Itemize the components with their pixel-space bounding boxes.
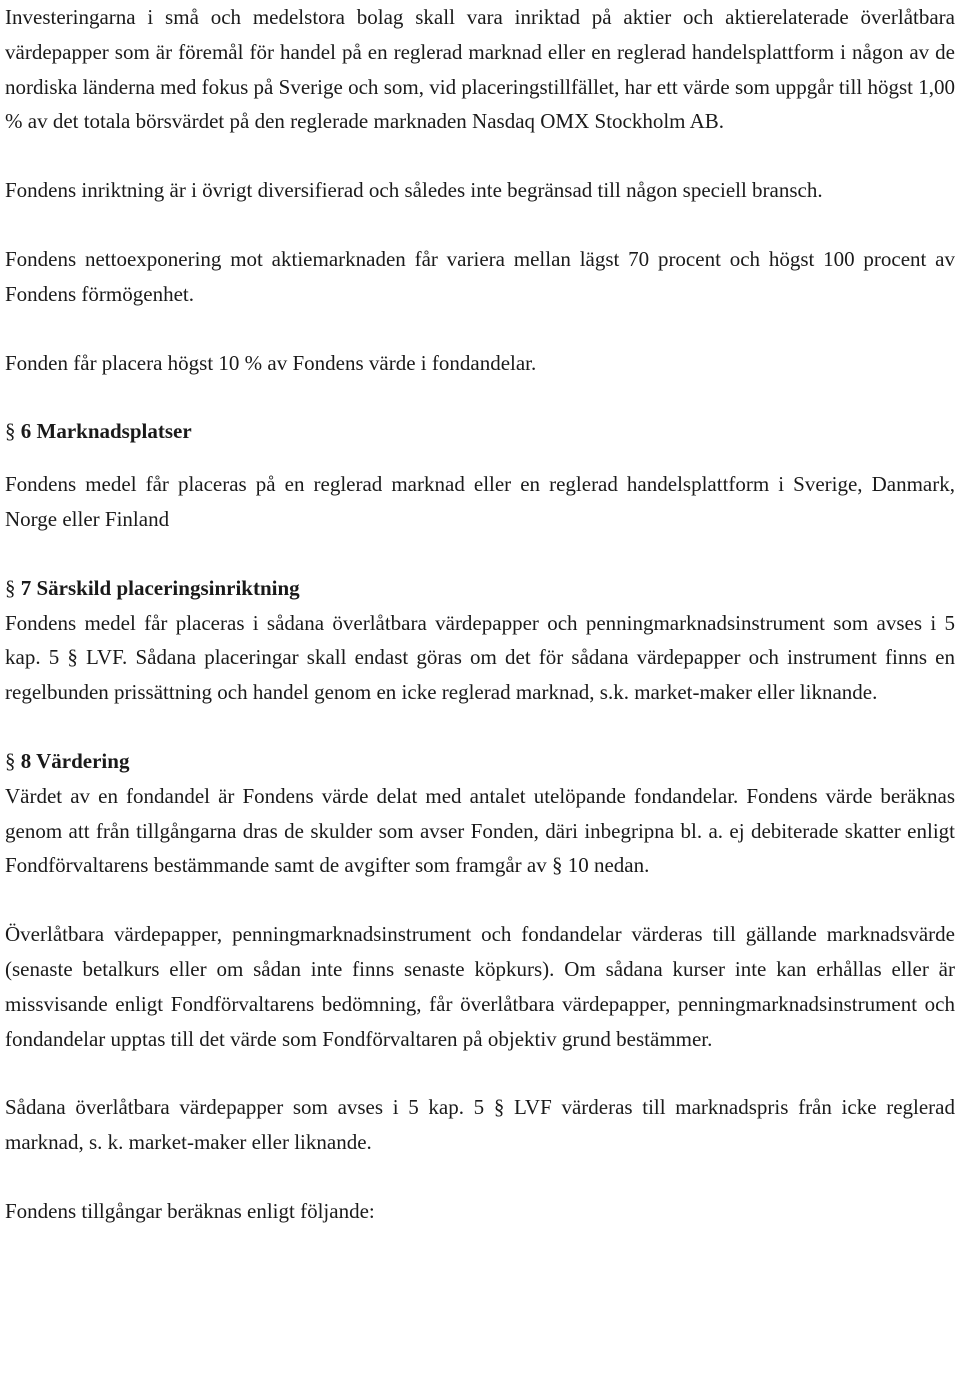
section-6-title: 6 Marknadsplatser (20, 419, 192, 444)
section-7-heading (5, 571, 955, 606)
section-6-heading (5, 414, 955, 449)
section-8-heading (5, 744, 955, 779)
document-page (5, 0, 955, 1229)
section-symbol: § (5, 575, 16, 600)
section-8-assets-intro: Fondens tillgångar beräknas enligt följande: (5, 1198, 375, 1223)
section-8-body-text-1: Värdet av en fondandel är Fondens värde delat med antalet utelöpande fondandelar. Fondens värde beräknas genom att från tillgångarna dras de skulder som avser Fonden, däri inbegripna bl. a. ej debiterade skatter enligt Fondförvaltarens bestämmande samt de avgifter som framgår av (5, 783, 955, 878)
section-8-title: 8 Värdering (20, 748, 130, 773)
section-symbol: § (493, 1095, 505, 1120)
section-8-valuation-paragraph: Överlåtbara värdepapper, penningmarknadsinstrument och fondandelar värderas till gällande marknadsvärde (senaste betalkurs eller om sådan inte finns senaste köpkurs). Om sådana kurser inte kan erhållas eller är missvisande enligt Fondförvaltarens bedömning, får överlåtbara värdepapper, penningmarknadsinstrument och fondandelar upptas till det värde som Fondförvaltaren på objektiv grund bestämmer. (5, 922, 955, 1051)
section-8-body (5, 779, 955, 883)
section-symbol: § (551, 853, 563, 878)
section-7-title: 7 Särskild placeringsinriktning (20, 575, 300, 600)
paragraph-fund-units-limit: Fonden får placera högst 10 % av Fondens värde i fondandelar. (5, 350, 537, 375)
section-7-body (5, 606, 955, 710)
section-7-body-text-2: LVF. Sådana placeringar skall endast göras om det för sådana värdepapper och instrument finns en regelbunden prissättning och handel genom en icke reglerad marknad, s.k. market-maker eller liknande. (5, 645, 955, 705)
section-6-body: Fondens medel får placeras på en reglerad marknad eller en reglerad handelsplattform i Sverige, Danmark, Norge eller Finland (5, 472, 955, 531)
paragraph-diversification: Fondens inriktning är i övrigt diversifierad och således inte begränsad till någon speciell bransch. (5, 178, 823, 203)
section-8-para3-text-1: Sådana överlåtbara värdepapper som avses i 5 kap. 5 (5, 1095, 494, 1120)
section-7-body-text-1: Fondens medel får placeras i sådana överlåtbara värdepapper och penningmarknadsinstrument som avses i 5 kap. 5 (5, 610, 955, 670)
section-symbol: § (5, 419, 16, 444)
paragraph-small-mid-cap-investments: Investeringarna i små och medelstora bolag skall vara inriktad på aktier och aktierelaterade överlåtbara värdepapper som är föremål för handel på en reglerad marknad eller en reglerad handelsplattform i någon av de nordiska länderna med fokus på Sverige och som, vid placeringstillfället, har ett värde som uppgår till högst 1,00 % av det totala börsvärdet på den reglerade marknaden Nasdaq OMX Stockholm AB. (5, 5, 955, 134)
section-symbol: § (5, 748, 16, 773)
section-8-para3-text-2: LVF värderas till marknadspris från icke reglerad marknad, s. k. market-maker eller liknande. (5, 1095, 955, 1155)
section-8-non-regulated-paragraph (5, 1090, 955, 1160)
paragraph-net-exposure: Fondens nettoexponering mot aktiemarknaden får variera mellan lägst 70 procent och högst 100 procent av Fondens förmögenhet. (5, 246, 955, 306)
section-8-body-text-2: 10 nedan. (562, 853, 650, 878)
section-symbol: § (67, 645, 78, 670)
